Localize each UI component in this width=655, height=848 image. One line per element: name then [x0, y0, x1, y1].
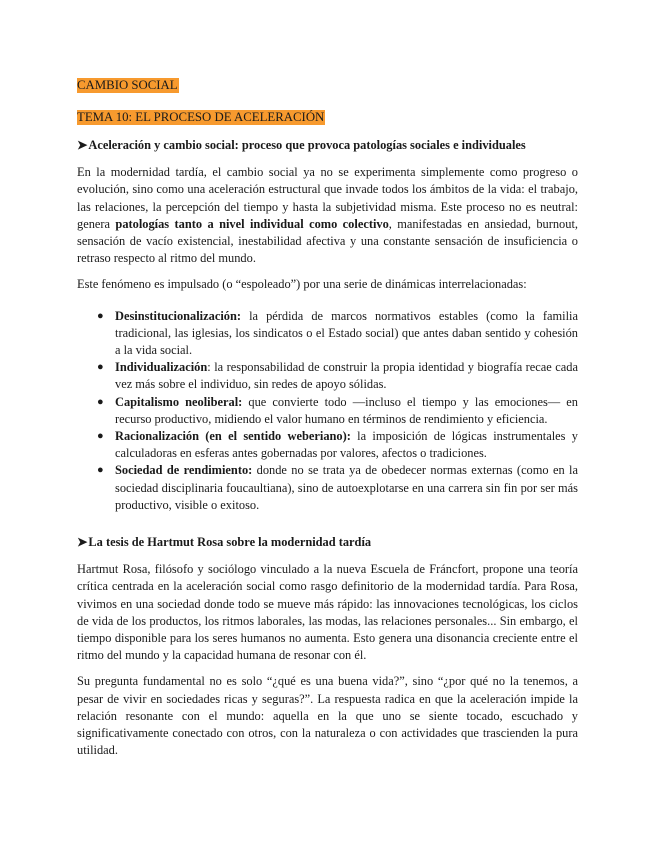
- list-item-text: la pérdida de marcos normativos estables (como la familia tradicional, las iglesias, los sindicatos o el Estado social) que antes daban sentido y cohesión a la vida social.: [115, 308, 578, 358]
- heading-hartmut-rosa: [77, 534, 578, 551]
- list-item-text: donde no se trata ya de obedecer normas externas (como en la sociedad disciplinaria foucaultiana), sino de autoexplotarse en una carrera sin fin por ser más productivo, visible o exitoso.: [115, 463, 578, 512]
- section-title-highlight: CAMBIO SOCIAL: [77, 78, 178, 92]
- arrow-bullet-icon: ➤: [77, 138, 88, 152]
- heading-aceleracion-text: Aceleración y cambio social: proceso que provoca patologías sociales e individuales: [88, 138, 526, 152]
- section-title: [77, 78, 578, 93]
- list-item-sociedad-rendimiento: [97, 462, 578, 514]
- dynamics-list: [77, 308, 578, 514]
- list-item-term: Capitalismo neoliberal:: [115, 394, 243, 409]
- paragraph-modernidad-text-b: , manifestadas en ansiedad, burnout, sensación de vacío existencial, inestabilidad afectiva y una constante sensación de insuficiencia o retraso respecto al ritmo del mundo.: [77, 216, 578, 266]
- bullet-dot-icon: ●: [97, 464, 104, 477]
- bullet-dot-icon: ●: [97, 309, 104, 322]
- bullet-dot-icon: ●: [97, 430, 104, 443]
- bullet-dot-icon: ●: [97, 395, 104, 408]
- paragraph-hartmut-rosa: Hartmut Rosa, filósofo y sociólogo vinculado a la nueva Escuela de Fráncfort, propone una teoría crítica centrada en la aceleración social como rasgo definitorio de la modernidad tardía. Para Rosa, vivimos en una sociedad donde todo se mueve más rápido: las innovaciones tecnológicas, los ciclos de vida de los productos, los ritmos laborales, las modas, las relaciones personales... Sin embargo, el tiempo disponible para los seres humanos no aumenta. Esto genera una disonancia creciente entre el ritmo del mundo y la capacidad humana de resonar con él.: [77, 562, 578, 663]
- document-page: [77, 78, 578, 769]
- list-item-term: Sociedad de rendimiento:: [115, 463, 253, 478]
- heading-hartmut-rosa-text: La tesis de Hartmut Rosa sobre la modernidad tardía: [88, 535, 372, 550]
- topic-title: [77, 110, 578, 125]
- paragraph-buena-vida: Su pregunta fundamental no es solo “¿qué es una buena vida?”, sino “¿por qué no la tenemos, a pesar de vivir en sociedades ricas y seguras?”. La respuesta radica en que la aceleración impide la relación resonante con el mundo: aquella en la que uno se siente tocado, escuchado y significativamente conectado con otros, con la naturaleza o con actividades que trascienden la pura utilidad.: [77, 674, 578, 758]
- list-item-term: Desinstitucionalización:: [115, 308, 241, 323]
- list-item-text: que convierte todo —incluso el tiempo y las emociones— en recurso productivo, midiendo el valor humano en términos de rendimiento y eficiencia.: [115, 394, 578, 426]
- list-item-term: Individualización: [115, 360, 208, 375]
- list-item-capitalismo: [97, 394, 578, 428]
- bullet-dot-icon: ●: [97, 361, 104, 374]
- topic-title-highlight: TEMA 10: EL PROCESO DE ACELERACIÓN: [77, 110, 325, 124]
- list-item-desinstitucionalizacion: [97, 308, 578, 360]
- list-item-text: : la responsabilidad de construir la propia identidad y biografía recae cada vez más sobre el individuo, sin redes de apoyo sólidas.: [115, 360, 578, 392]
- paragraph-modernidad: [77, 164, 578, 267]
- list-item-term: Racionalización (en el sentido weberiano):: [115, 429, 351, 444]
- heading-aceleracion: [77, 137, 578, 154]
- paragraph-fenomeno: Este fenómeno es impulsado (o “espoleado”) por una serie de dinámicas interrelacionadas:: [77, 277, 527, 292]
- list-item-text: la imposición de lógicas instrumentales y calculadoras en esferas antes gobernadas por valores, afectos o tradiciones.: [115, 429, 578, 461]
- list-item-individualizacion: [97, 359, 578, 393]
- paragraph-modernidad-text-a: En la modernidad tardía, el cambio social ya no se experimenta simplemente como progreso o evolución, sino como una aceleración estructural que invade todos los ámbitos de la vida: el trabajo, las relaciones, la percepción del tiempo y hasta la subjetividad misma. Este proceso no es neutral: genera: [77, 165, 578, 231]
- arrow-bullet-icon: ➤: [77, 535, 88, 550]
- list-item-racionalizacion: [97, 428, 578, 462]
- paragraph-modernidad-bold: patologías tanto a nivel individual como colectivo: [115, 216, 389, 231]
